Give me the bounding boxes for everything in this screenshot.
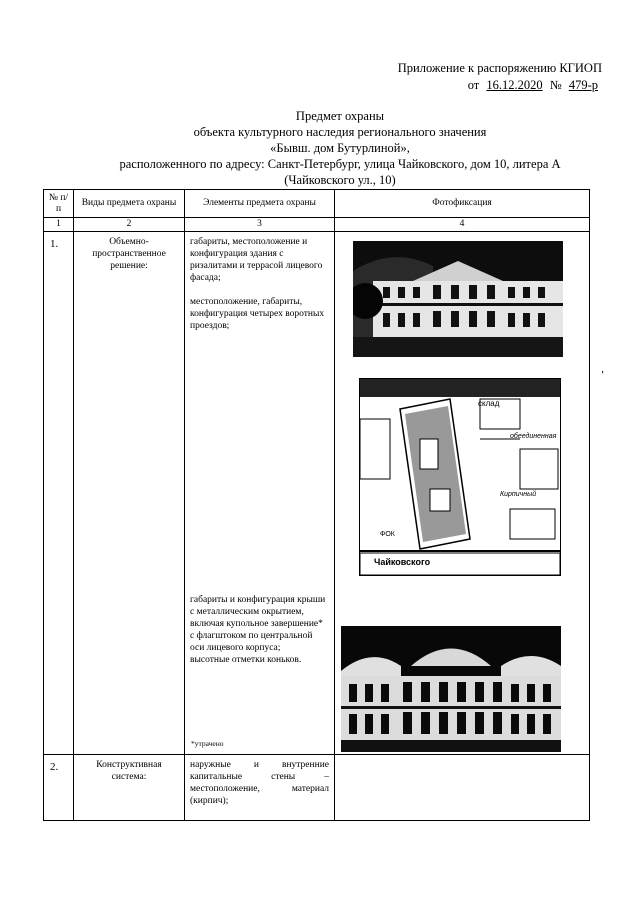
- photo-cell: [335, 755, 590, 821]
- row-kind: Конструктивная система:: [74, 755, 185, 821]
- footnote: *утрачено: [191, 739, 224, 748]
- header-elements: Элементы предмета охраны: [185, 190, 335, 218]
- row-elements: [185, 755, 335, 821]
- document-title: [40, 108, 640, 188]
- title-line-1: Предмет охраны: [295, 109, 385, 123]
- element-text: габариты, местоположение и конфигурация здания с ризалитами и террасой лицевого фасада;: [190, 237, 323, 283]
- photo-cell: [335, 232, 590, 755]
- margin-mark: ': [601, 370, 604, 381]
- roof-photo: [341, 626, 561, 752]
- row-number: 1.: [44, 232, 74, 755]
- element-text: наружные и внутренние капитальные стены – местоположение, материал (кирпич);: [190, 760, 329, 806]
- col-number: 2: [74, 218, 185, 232]
- column-number-row: [44, 218, 590, 232]
- number-label: №: [549, 78, 562, 92]
- row-kind: Объемно-пространственное решение:: [74, 232, 185, 755]
- table-row: [44, 755, 590, 821]
- row-elements: [185, 232, 335, 755]
- order-date: 16.12.2020: [486, 78, 543, 92]
- appendix-line: Приложение к распоряжению КГИОП: [397, 61, 602, 75]
- header-kind: Виды предмета охраны: [74, 190, 185, 218]
- protection-table: [43, 189, 590, 821]
- title-line-4: расположенного по адресу: Санкт-Петербург, улица Чайковского, дом 10, литера А: [119, 157, 561, 171]
- plan-label: склад: [478, 399, 500, 408]
- element-text: местоположение, габариты, конфигурация четырех воротных проездов;: [190, 297, 325, 331]
- appendix-date-line: [398, 77, 602, 94]
- plan-label: обеединенная: [510, 433, 557, 440]
- header-photo: Фотофиксация: [335, 190, 590, 218]
- from-label: от: [467, 78, 480, 92]
- site-plan: [359, 378, 561, 576]
- header-num: № п/п: [44, 190, 74, 218]
- title-line-2: объекта культурного наследия регионального значения: [193, 125, 487, 139]
- table-row: [44, 232, 590, 755]
- col-number: 4: [335, 218, 590, 232]
- plan-label: ФОК: [380, 531, 395, 538]
- order-number: 479-р: [568, 78, 598, 92]
- header-row: [44, 190, 590, 218]
- element-text: габариты и конфигурация крыши с металлическим окрытием, включая купольное завершение* с флагштоком по центральной оси лицевого корпуса;: [190, 595, 326, 653]
- element-text: высотные отметки коньков.: [190, 655, 302, 665]
- roof-photo-image: [341, 626, 561, 752]
- site-plan-image: [360, 379, 560, 575]
- title-line-5: (Чайковского ул., 10): [284, 173, 396, 187]
- plan-label: Чайковского: [374, 557, 431, 567]
- facade-photo-image: [353, 241, 563, 357]
- title-line-3: «Бывш. дом Бутурлиной»,: [270, 141, 410, 155]
- plan-label: Кирпичный: [500, 491, 537, 498]
- col-number: 1: [44, 218, 74, 232]
- appendix-block: [398, 60, 602, 94]
- col-number: 3: [185, 218, 335, 232]
- row-number: 2.: [44, 755, 74, 821]
- facade-photo: [353, 241, 563, 357]
